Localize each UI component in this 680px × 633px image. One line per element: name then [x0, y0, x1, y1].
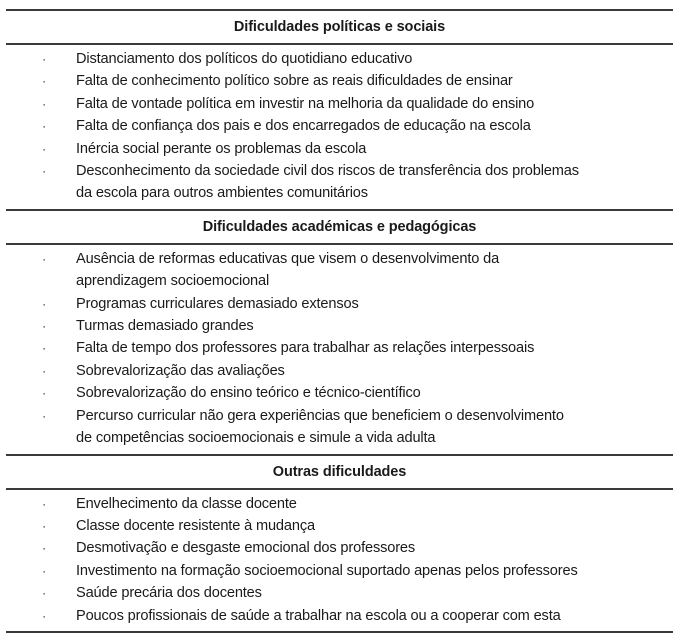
- section-list-academic-pedagogical: [6, 245, 673, 454]
- list-item: · Sobrevalorização das avaliações: [6, 360, 673, 382]
- bullet-icon: ·: [42, 563, 46, 578]
- bullet-icon: ·: [42, 119, 46, 134]
- list-item: · Saúde precária dos docentes: [6, 582, 673, 604]
- list-item: · Investimento na formação socioemocional suportado apenas pelos professores: [6, 560, 673, 582]
- bullet-icon: ·: [42, 541, 46, 556]
- list-item: · Programas curriculares demasiado extensos: [6, 293, 673, 315]
- bullet-icon: ·: [42, 386, 46, 401]
- section-list-other: [6, 490, 673, 631]
- list-item: · Ausência de reformas educativas que visem o desenvolvimento da aprendizagem socioemocional: [6, 248, 673, 293]
- section-title-academic-pedagogical: Dificuldades académicas e pedagógicas: [202, 218, 477, 235]
- list-item: · Percurso curricular não gera experiências que beneficiem o desenvolvimento de competências socioemocionais e simule a vida adulta: [6, 405, 673, 450]
- list-item: · Classe docente resistente à mudança: [6, 515, 673, 537]
- list-item: · Envelhecimento da classe docente: [6, 493, 673, 515]
- section-list-political-social: [6, 45, 673, 209]
- list-item: · Falta de confiança dos pais e dos encarregados de educação na escola: [6, 115, 673, 137]
- list-item: · Falta de conhecimento político sobre as reais dificuldades de ensinar: [6, 70, 673, 92]
- bullet-icon: ·: [42, 141, 46, 156]
- list-item: · Turmas demasiado grandes: [6, 315, 673, 337]
- bullet-icon: ·: [42, 341, 46, 356]
- section-title-other: Outras dificuldades: [272, 463, 407, 480]
- bullet-icon: ·: [42, 363, 46, 378]
- list-item: · Poucos profissionais de saúde a trabalhar na escola ou a cooperar com esta: [6, 605, 673, 627]
- bullet-icon: ·: [42, 518, 46, 533]
- section-title-political-social: Dificuldades políticas e sociais: [233, 19, 446, 35]
- list-item: · Desmotivação e desgaste emocional dos professores: [6, 537, 673, 559]
- bullet-icon: ·: [42, 319, 46, 334]
- difficulties-table: [6, 9, 673, 633]
- bullet-icon: ·: [42, 296, 46, 311]
- list-item: · Distanciamento dos políticos do quotidiano educativo: [6, 48, 673, 70]
- list-item: · Falta de vontade política em investir na melhoria da qualidade do ensino: [6, 93, 673, 115]
- bullet-icon: ·: [42, 96, 46, 111]
- bullet-icon: ·: [42, 496, 46, 511]
- list-item: · Falta de tempo dos professores para trabalhar as relações interpessoais: [6, 337, 673, 359]
- list-item: · Desconhecimento da sociedade civil dos riscos de transferência dos problemas da escola para outros ambientes comunitários: [6, 160, 673, 205]
- bullet-icon: ·: [42, 586, 46, 601]
- bullet-icon: ·: [42, 251, 46, 266]
- list-item: · Inércia social perante os problemas da escola: [6, 138, 673, 160]
- bullet-icon: ·: [42, 164, 46, 179]
- bullet-icon: ·: [42, 608, 46, 623]
- list-item: · Sobrevalorização do ensino teórico e técnico-científico: [6, 382, 673, 404]
- bullet-icon: ·: [42, 74, 46, 89]
- bullet-icon: ·: [42, 408, 46, 423]
- bullet-icon: ·: [42, 52, 46, 66]
